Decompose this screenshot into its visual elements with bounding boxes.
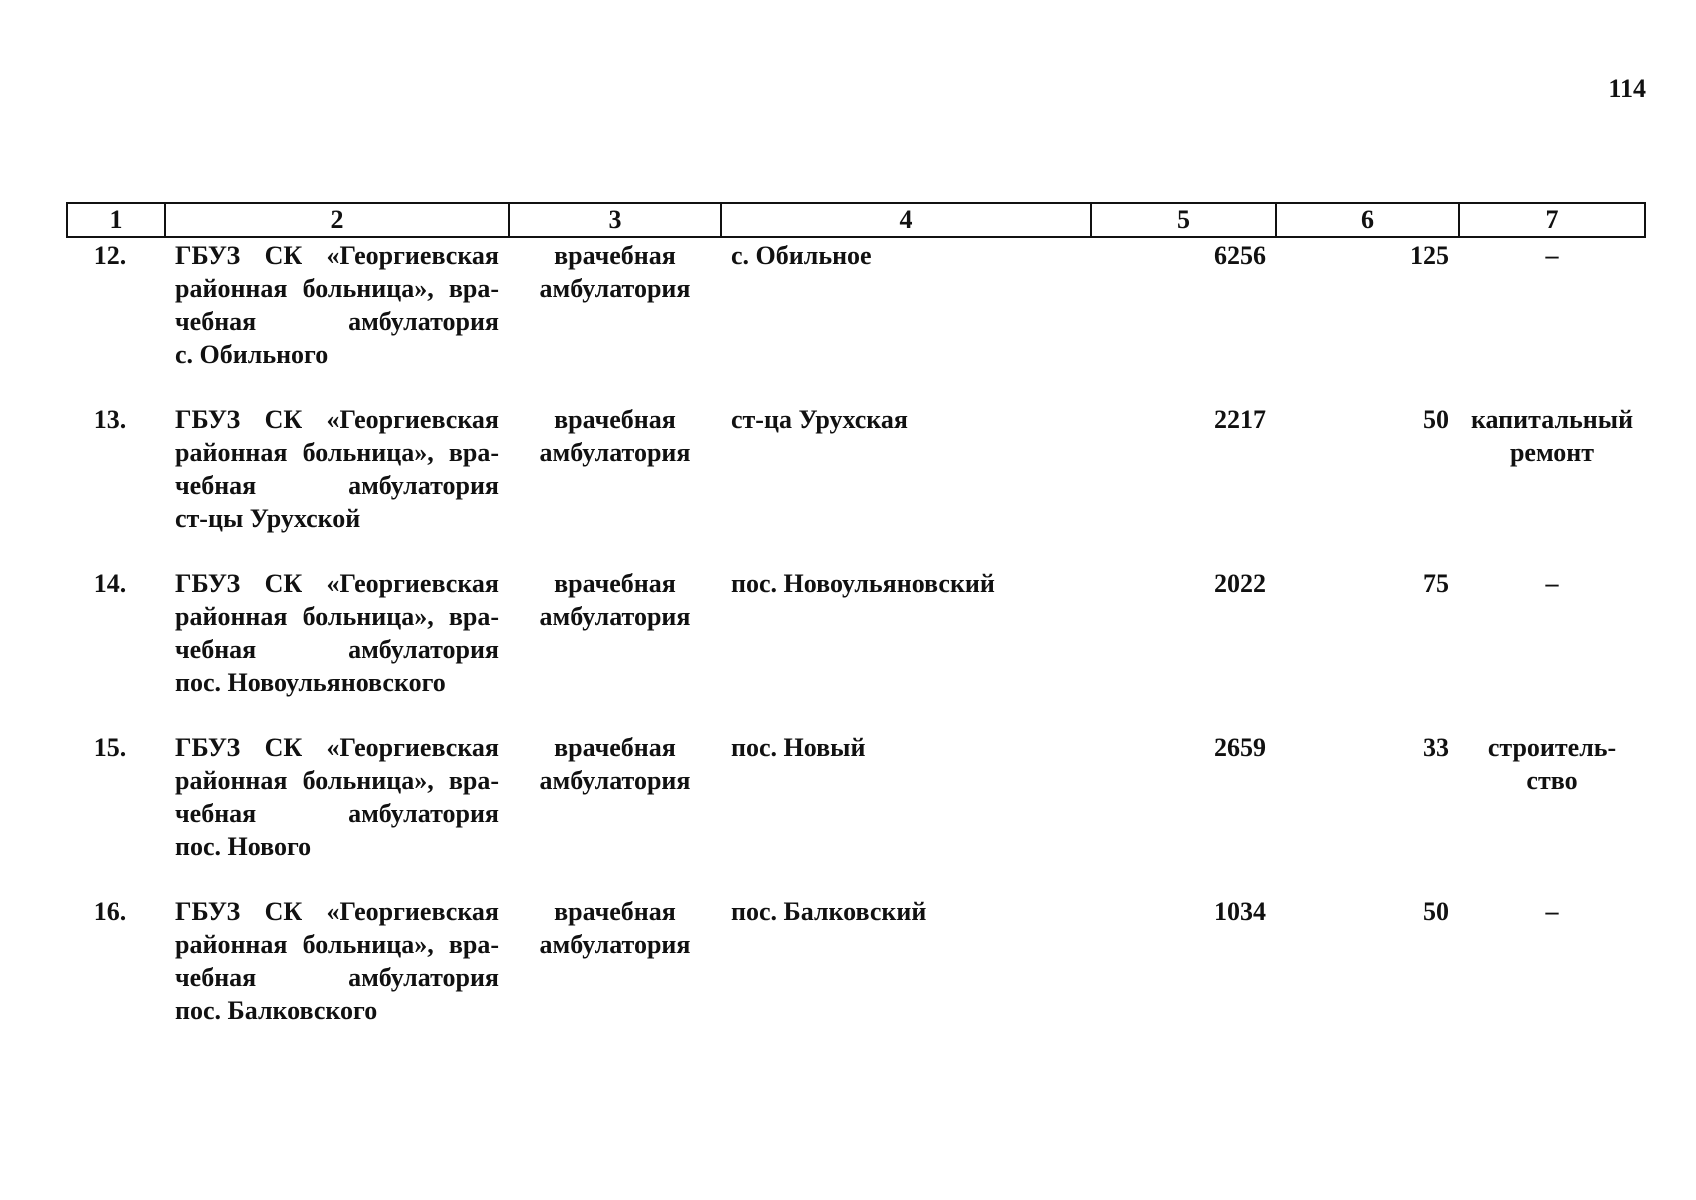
institution-name-line: чебная амбулатория <box>175 471 499 500</box>
column-5-value: 1034 <box>1214 897 1266 926</box>
facility-type-line: амбулатория <box>539 438 691 467</box>
facility-type <box>509 895 721 1059</box>
table-row <box>67 895 1645 1059</box>
institution-name <box>165 567 509 731</box>
work-type <box>1459 731 1645 895</box>
institution-name <box>165 895 509 1059</box>
facility-type-line: амбулатория <box>539 274 691 303</box>
header-col-1: 1 <box>67 203 165 237</box>
header-col-6: 6 <box>1276 203 1459 237</box>
institution-name <box>165 731 509 895</box>
column-6-value: 50 <box>1423 897 1449 926</box>
work-type <box>1459 895 1645 1059</box>
work-type <box>1459 567 1645 731</box>
institution-name <box>165 403 509 567</box>
table-header <box>67 203 1645 237</box>
header-col-3: 3 <box>509 203 721 237</box>
column-6-value: 50 <box>1423 405 1449 434</box>
header-col-2: 2 <box>165 203 509 237</box>
location: пос. Новоульяновский <box>731 569 995 598</box>
institution-name-line: пос. Нового <box>175 832 312 861</box>
institution-name-line: районная больница», вра- <box>175 602 499 631</box>
institution-name-line: чебная амбулатория <box>175 635 499 664</box>
column-6-value: 75 <box>1423 569 1449 598</box>
institution-name-line: ГБУЗ СК «Георгиевская <box>175 733 499 762</box>
institution-name-line: районная больница», вра- <box>175 274 499 303</box>
institution-name-line: ст-цы Урухской <box>175 504 361 533</box>
row-number: 12. <box>93 241 127 270</box>
work-type-line: ремонт <box>1509 438 1595 467</box>
facility-type-line: врачебная <box>554 405 676 434</box>
facility-type <box>509 237 721 403</box>
work-type-line: – <box>1545 897 1559 926</box>
facility-type <box>509 403 721 567</box>
work-type-line: – <box>1545 569 1559 598</box>
facility-type-line: врачебная <box>554 897 676 926</box>
institution-name-line: районная больница», вра- <box>175 766 499 795</box>
table-row <box>67 403 1645 567</box>
institution-name-line: чебная амбулатория <box>175 963 499 992</box>
institution-name-line: чебная амбулатория <box>175 307 499 336</box>
institution-name-line: ГБУЗ СК «Георгиевская <box>175 569 499 598</box>
work-type <box>1459 403 1645 567</box>
column-5-value: 2659 <box>1214 733 1266 762</box>
table-row <box>67 567 1645 731</box>
facility-type-line: амбулатория <box>539 602 691 631</box>
facility-type-line: врачебная <box>554 241 676 270</box>
location: с. Обильное <box>731 241 872 270</box>
column-6-value: 125 <box>1410 241 1449 270</box>
column-5-value: 2217 <box>1214 405 1266 434</box>
facilities-table <box>66 202 1646 1059</box>
location: пос. Новый <box>731 733 866 762</box>
work-type-line: ство <box>1526 766 1578 795</box>
column-5-value: 2022 <box>1214 569 1266 598</box>
page-number: 114 <box>1608 74 1646 103</box>
header-col-7: 7 <box>1459 203 1645 237</box>
institution-name-line: районная больница», вра- <box>175 930 499 959</box>
column-5-value: 6256 <box>1214 241 1266 270</box>
facility-type <box>509 567 721 731</box>
institution-name-line: районная больница», вра- <box>175 438 499 467</box>
facility-type-line: врачебная <box>554 733 676 762</box>
facility-type-line: врачебная <box>554 569 676 598</box>
work-type-line: – <box>1545 241 1559 270</box>
institution-name-line: пос. Новоульяновского <box>175 668 446 697</box>
header-col-5: 5 <box>1091 203 1276 237</box>
work-type-line: капитальный <box>1470 405 1634 434</box>
institution-name-line: пос. Балковского <box>175 996 378 1025</box>
row-number: 16. <box>93 897 127 926</box>
table-row <box>67 731 1645 895</box>
row-number: 14. <box>93 569 127 598</box>
institution-name-line: с. Обильного <box>175 340 329 369</box>
location: пос. Балковский <box>731 897 927 926</box>
row-number: 15. <box>93 733 127 762</box>
institution-name-line: чебная амбулатория <box>175 799 499 828</box>
row-number: 13. <box>93 405 127 434</box>
column-6-value: 33 <box>1423 733 1449 762</box>
institution-name-line: ГБУЗ СК «Георгиевская <box>175 405 499 434</box>
institution-name-line: ГБУЗ СК «Георгиевская <box>175 897 499 926</box>
header-row <box>67 203 1645 237</box>
facility-type-line: амбулатория <box>539 930 691 959</box>
location: ст-ца Урухская <box>731 405 908 434</box>
facility-type <box>509 731 721 895</box>
header-col-4: 4 <box>721 203 1091 237</box>
institution-name-line: ГБУЗ СК «Георгиевская <box>175 241 499 270</box>
institution-name <box>165 237 509 403</box>
work-type-line: строитель- <box>1487 733 1617 762</box>
work-type <box>1459 237 1645 403</box>
table-row <box>67 237 1645 403</box>
facility-type-line: амбулатория <box>539 766 691 795</box>
table-body <box>67 237 1645 1059</box>
